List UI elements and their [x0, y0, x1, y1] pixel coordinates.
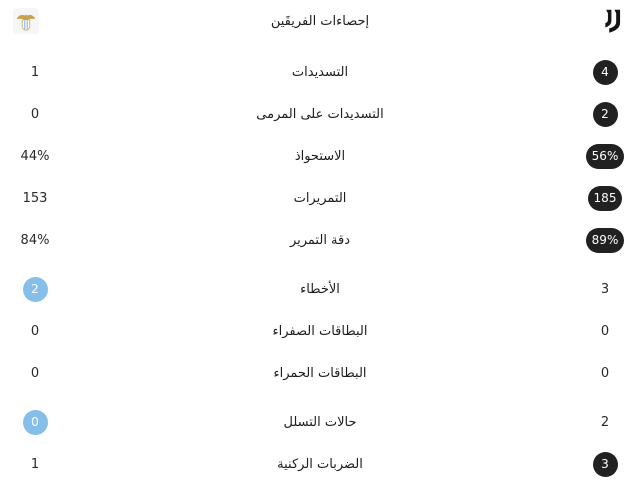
away-value: 1	[30, 64, 40, 80]
stat-label: الضربات الركنية	[277, 456, 363, 472]
stat-row	[0, 352, 640, 394]
stats-list	[0, 35, 640, 485]
home-value: 0	[600, 323, 610, 339]
home-value: 3	[600, 281, 610, 297]
stat-row	[0, 310, 640, 352]
away-value: 44%	[20, 148, 50, 164]
home-value: 3	[593, 452, 618, 477]
home-value: 185	[588, 186, 623, 211]
away-value: 1	[30, 456, 40, 472]
stat-label: التسديدات	[291, 64, 349, 80]
stats-header	[0, 0, 640, 35]
away-value: 84%	[20, 232, 50, 248]
lazio-logo-icon	[13, 8, 39, 34]
home-value: 0	[600, 365, 610, 381]
stats-title: إحصاءات الفريقَين	[270, 13, 370, 29]
stat-label: الأخطاء	[300, 281, 340, 297]
stat-label: البطاقات الصفراء	[272, 323, 368, 339]
away-value: 2	[23, 277, 48, 302]
away-value: 0	[30, 365, 40, 381]
stat-row	[0, 51, 640, 93]
away-value: 153	[22, 190, 48, 206]
stat-row	[0, 268, 640, 310]
stat-label: البطاقات الحمراء	[273, 365, 367, 381]
home-value: 4	[593, 60, 618, 85]
home-value: 2	[593, 102, 618, 127]
stat-row	[0, 219, 640, 261]
stat-row	[0, 177, 640, 219]
home-value: 56%	[586, 144, 625, 169]
stat-row	[0, 93, 640, 135]
juventus-logo-icon	[601, 8, 627, 34]
home-value: 2	[600, 414, 610, 430]
stat-label: التسديدات على المرمى	[256, 106, 384, 122]
away-value: 0	[23, 410, 48, 435]
stat-row	[0, 443, 640, 485]
stat-label: الاستحواذ	[294, 148, 346, 164]
stat-row	[0, 135, 640, 177]
away-value: 0	[30, 323, 40, 339]
stat-label: حالات التسلل	[283, 414, 357, 430]
away-value: 0	[30, 106, 40, 122]
home-value: 89%	[586, 228, 625, 253]
stat-row	[0, 401, 640, 443]
stat-label: دقة التمرير	[289, 232, 351, 248]
stat-label: التمريرات	[293, 190, 347, 206]
